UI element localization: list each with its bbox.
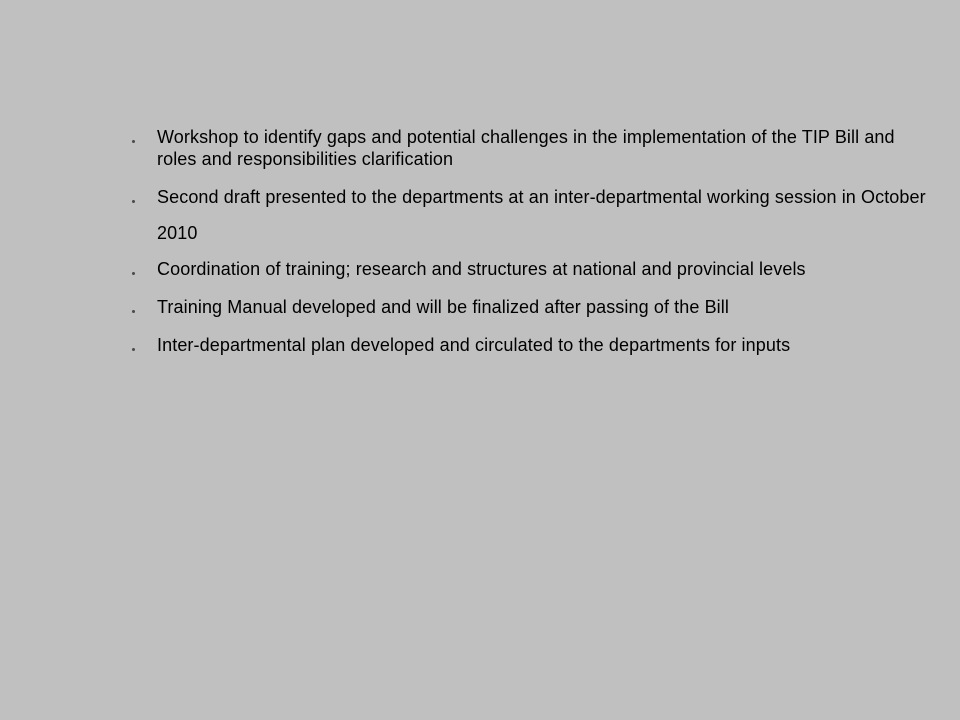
bullet-item-training-manual xyxy=(126,296,926,318)
bullet-text: Training Manual developed and will be finalized after passing of the Bill xyxy=(157,297,729,317)
bullet-dot-icon xyxy=(132,348,135,351)
bullet-dot-icon xyxy=(132,310,135,313)
bullet-text: Workshop to identify gaps and potential challenges in the implementation of the TIP Bill and roles and responsibilities clarification xyxy=(157,127,895,169)
bullet-dot-icon xyxy=(132,272,135,275)
bullet-item-workshop xyxy=(126,126,926,170)
bullet-dot-icon xyxy=(132,140,135,143)
bullet-dot-icon xyxy=(132,200,135,203)
bullet-item-inter-departmental-plan xyxy=(126,334,926,356)
bullet-item-second-draft xyxy=(126,179,926,251)
bullet-text: Inter-departmental plan developed and circulated to the departments for inputs xyxy=(157,335,791,355)
bullet-text: Second draft presented to the departments at an inter-departmental working session in October 2010 xyxy=(157,187,926,243)
bullet-item-coordination xyxy=(126,258,926,280)
bullet-list xyxy=(126,126,926,356)
bullet-text: Coordination of training; research and structures at national and provincial levels xyxy=(157,259,806,279)
